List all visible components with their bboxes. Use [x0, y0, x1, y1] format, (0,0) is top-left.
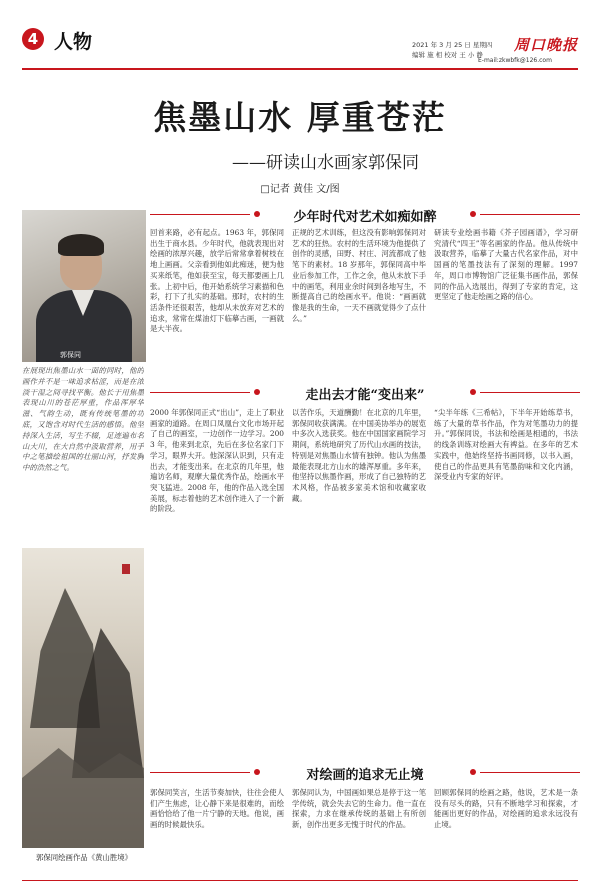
photo-caption: 郭保同 — [60, 351, 81, 359]
landscape-painting — [22, 548, 144, 848]
photo-figure-hair — [58, 234, 104, 256]
article-subtitle: ——研读山水画家郭保同 — [232, 153, 419, 173]
body-column: 回顾郭保同的绘画之路，他说，艺术是一条没有尽头的路，只有不断地学习和探索，才能画出更好的作品，对绘画的追求永远没有止境。 — [434, 788, 578, 830]
issue-date: 2021 年 3 月 25 日 星期四 — [412, 41, 493, 49]
heading-dot — [470, 769, 476, 775]
painting-seal — [122, 564, 130, 574]
body-column: 郭保同笑言，生活节奏加快，往往会使人们产生焦虑，让心静下来是很难的，而绘画恰恰给了他一片宁静的天地。他说，画画的时候最快乐。 — [150, 788, 284, 830]
section-heading-text: 对绘画的追求无止境 — [306, 768, 424, 783]
page-number: 4 — [22, 28, 44, 50]
contact-email: E-mail:zkwbfk@126.com — [478, 57, 552, 64]
article-byline: □记者 黄佳 文/图 — [260, 184, 340, 195]
section-heading-text: 少年时代对艺术如痴如醉 — [293, 210, 437, 225]
editor-credits: 编辑 施 相 校对 王 小 静 — [412, 51, 483, 59]
heading-rule — [480, 772, 580, 773]
section-heading-2 — [150, 384, 580, 403]
sidebar-quote: 在展现出焦墨山水一面的同时，他的画作并不是一味追求枯涩，而是在浓淡干湿之间寻找平衡。他长于用焦墨表现山川的苍茫厚重，作品浑厚华滋、气韵生动，既有传统笔墨的功底，又饱含对时代生活的感悟。他坚持深入生活，写生不辍，足迹遍布名山大川，在大自然中汲取营养，用手中之笔描绘祖国的壮丽山河，抒发胸中的浩然之气。 — [22, 366, 144, 473]
portrait-photo — [22, 210, 146, 362]
heading-dot — [470, 211, 476, 217]
body-column: “尖半年练《三希帖》，下半年开始练草书，练了大量的草书作品，作为对笔墨功力的提升。”郭保同说，书法和绘画是相通的，书法的线条训练对绘画大有裨益。在多年的艺术实践中，他始终坚持书画同修，以书入画，使自己的作品更具有笔墨韵味和文化内涵，深受业内专家的好评。 — [434, 408, 578, 482]
painting-caption: 郭保同绘画作品《黄山胜境》 — [35, 853, 133, 862]
footer-divider — [22, 880, 578, 881]
heading-dot — [470, 389, 476, 395]
body-column: 2000 年郭保同正式“出山”，走上了职业画家的道路。在周口凤凰台文化市场开起了自己的画室，一边创作一边学习。2003 年，他来到北京，先后在多位名家门下学习，眼界大开。他深深认识到，只有走出去，才能变出来。在北京的几年里，他遍访名师，观摩大量优秀作品，绘画水平突飞猛进。2008 年，他的作品入选全国美展，标志着他的艺术创作进入了一个新的阶段。 — [150, 408, 284, 514]
body-column: 正规的艺术训练，但这没有影响郭保同对艺术的狂热。农村的生活环境为他提供了创作的灵感，田野、村庄、河流都成了他笔下的素材。18 岁那年，郭保同高中毕业后参加工作，工作之余，他从未放下手中的画笔，利用业余时间到各地写生，不断提高自己的绘画水平。他说：“画画就像是我的生命，一天不画就觉得少了点什么。” — [292, 228, 426, 323]
article-title: 焦墨山水 厚重苍茫 — [153, 98, 447, 137]
section-name: 人物 — [54, 31, 93, 53]
body-column: 以苦作乐，天道酬勤！在北京的几年里，郭保同收获满满。在中国美协举办的展览中多次入选获奖。他在中国国家画院学习期间，系统地研究了历代山水画的技法，特别是对焦墨山水情有独钟。他认为焦墨最能表现北方山水的雄浑厚重。多年来，他坚持以焦墨作画，形成了自己独特的艺术风格，作品被多家美术馆和收藏家收藏。 — [292, 408, 426, 503]
section-heading-text: 走出去才能“变出来” — [305, 388, 425, 403]
body-column: 回首来路，必有起点。1963 年，郭保同出生于商水县。少年时代，他就表现出对绘画的浓厚兴趣，放学后常常拿着树枝在地上画画。父亲看到他如此痴迷，便为他买来纸笔，他如获至宝，每天都要画上几张。上初中后，他开始系统学习素描和色彩，打下了扎实的基础。那时，农村的生活条件还很艰苦，他却从未放弃对艺术的追求，常常在煤油灯下临摹古画，一画就是大半夜。 — [150, 228, 284, 334]
body-column: 郭保同认为，中国画如果总是停于这一笔学传统，就会失去它的生命力。他一直在探索，力求在继承传统的基础上有所创新，创作出更多无愧于时代的作品。 — [292, 788, 426, 830]
page-header — [0, 0, 600, 78]
heading-rule — [480, 392, 580, 393]
newspaper-logo: 周口晚报 — [514, 36, 579, 54]
heading-rule — [480, 214, 580, 215]
section-heading-1 — [150, 206, 580, 225]
section-heading-3 — [150, 764, 580, 783]
header-divider — [22, 68, 578, 70]
body-column: 研读专业绘画书籍《芥子园画谱》，学习研究清代“四王”等名画家的作品。他从传统中汲取营养，临摹了大量古代名家作品，对中国画的笔墨技法有了深刻的理解。1997 年，周口市博物馆广泛征集书画作品，郭保同的作品入选展出，得到了专家的肯定，这更坚定了他走绘画之路的信心。 — [434, 228, 578, 302]
